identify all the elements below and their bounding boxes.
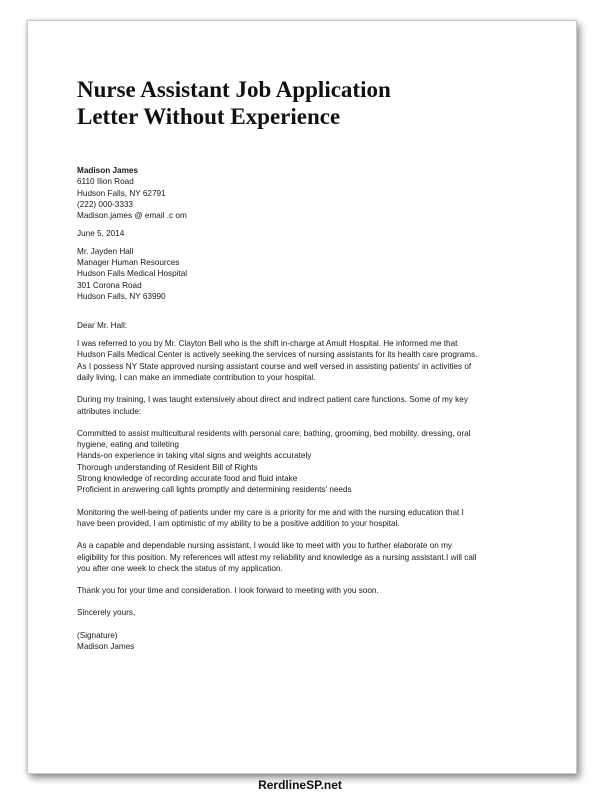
paragraph-line: Hudson Falls Medical Center is actively seeking the services of nursing assistants for its health care programs. <box>77 350 478 360</box>
attribute-item: Thorough understanding of Resident Bill of Rights <box>77 462 258 472</box>
paragraph-4 <box>77 540 477 574</box>
paragraph-line: As I possess NY State approved nursing assistant course and well versed in assisting patients' in activities of <box>77 361 472 371</box>
paragraph-line: Monitoring the well-being of patients under my care is a priority for me and with the nursing education that I <box>77 507 464 517</box>
sender-name: Madison James <box>77 166 138 175</box>
recipient-street: 301 Corona Road <box>77 280 142 290</box>
paragraph-line: I was referred to you by Mr. Clayton Bell who is the shift in-charge at Amult Hospital. He informed me that <box>77 339 458 349</box>
sender-phone: (222) 000-3333 <box>77 199 133 209</box>
attribute-item: Strong knowledge of recording accurate food and fluid intake <box>77 474 298 484</box>
recipient-block <box>77 246 477 302</box>
recipient-name: Mr. Jayden Hall <box>77 246 134 256</box>
signer-name: Madison James <box>77 642 135 651</box>
paragraph-line: you after one week to check the status of my application. <box>77 563 283 573</box>
paragraph-2 <box>77 394 477 417</box>
document-title <box>77 76 497 130</box>
sender-email: Madison.james @ email .c om <box>77 211 187 221</box>
paragraph-5: Thank you for your time and consideration. I look forward to meeting with you soon. <box>77 586 379 596</box>
letter-date: June 5, 2014 <box>77 228 125 238</box>
paragraph-3 <box>77 507 477 530</box>
salutation: Dear Mr. Hall: <box>77 321 128 331</box>
sender-city: Hudson Falls, NY 62791 <box>77 188 166 198</box>
sender-block <box>77 165 477 221</box>
paragraph-line: eligibility for this position. My references will attest my reliability and knowledge as a nursing assistant.I will call <box>77 552 477 562</box>
recipient-position: Manager Human Resources <box>77 258 180 268</box>
attribute-item: Proficient in answering call lights promptly and determining residents' needs <box>77 485 352 495</box>
attribute-item: Hands-on experience in taking vital signs and weights accurately <box>77 451 312 461</box>
attribute-item: hygiene, eating and toileting <box>77 440 179 450</box>
paragraph-line: During my training, I was taught extensively about direct and indirect patient care functions. Some of my key <box>77 395 468 405</box>
letter-body <box>77 165 477 652</box>
site-watermark: RerdlineSP.net <box>258 778 342 792</box>
paragraph-line: As a capable and dependable nursing assistant, I would like to meet with you to further elaborate on my <box>77 541 453 551</box>
attributes-list <box>77 428 477 496</box>
recipient-organization: Hudson Falls Medical Hospital <box>77 269 188 279</box>
attribute-item: Committed to assist multicultural residents with personal care; bathing, grooming, bed mobility, dressing, oral <box>77 428 471 438</box>
recipient-city: Hudson Falls, NY 63990 <box>77 291 166 301</box>
paragraph-line: attributes include: <box>77 406 142 416</box>
title-line-1: Nurse Assistant Job Application <box>77 77 391 102</box>
title-line-2: Letter Without Experience <box>77 104 341 129</box>
paragraph-line: have been provided, I am optimistic of my ability to be a positive addition to your hospital. <box>77 518 400 528</box>
paragraph-line: daily living, I can make an immediate contribution to your hospital. <box>77 372 316 382</box>
paragraph-1 <box>77 338 477 383</box>
signature-placeholder: (Signature) <box>77 630 118 640</box>
closing: Sincerely yours, <box>77 608 136 618</box>
sender-street: 6110 Ilion Road <box>77 177 134 187</box>
